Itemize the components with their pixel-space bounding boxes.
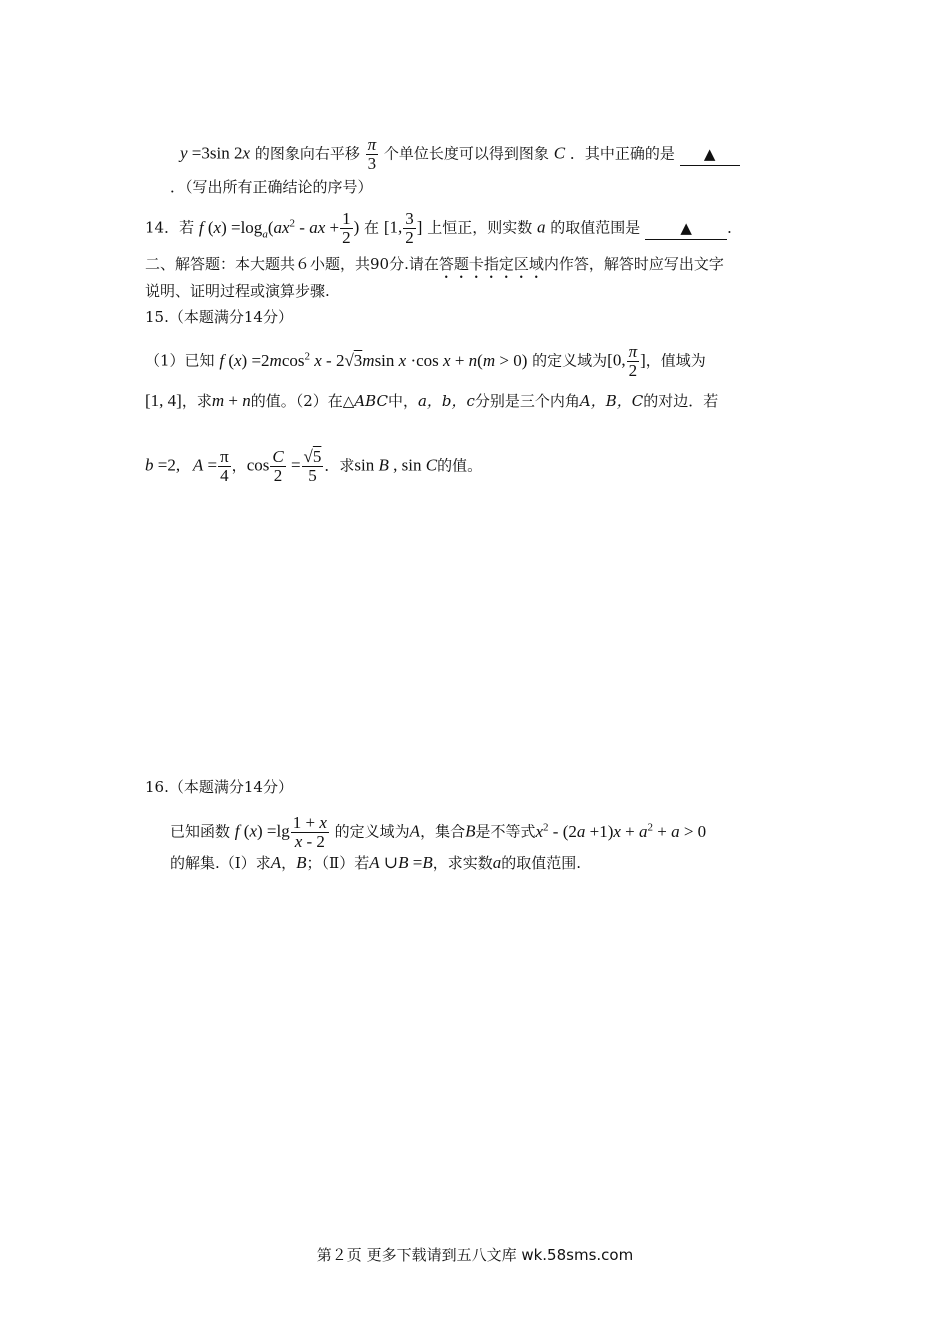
q16-text-8: 的取值范围. [501, 854, 582, 872]
q14-var-a: a [537, 217, 546, 237]
q15-formula-sinb-sinc: sin B , sin C [354, 455, 438, 475]
q16-formula-f: f (x) =lg [234, 821, 290, 841]
q14-interval-open: [1, [383, 217, 403, 237]
q15-m-plus-n: m + n [211, 391, 251, 410]
q15-text-1: 的定义域为 [532, 351, 608, 370]
q15-domain-close: ] [640, 350, 646, 370]
q16-header-text: 16.（本题满分14分） [145, 778, 293, 796]
section2-text-before: 二、解答题：本大题共６小题，共90分.请在 [145, 255, 439, 273]
q14-line [145, 210, 742, 247]
q14-number: 14．若 [145, 218, 195, 237]
q15-fraction-c-2: $\frac{C}{2}$ [272, 447, 284, 485]
q14-interval-close: ] [416, 217, 423, 237]
q16-comma: ， [281, 854, 297, 872]
q15-fraction-pi-2: $\frac{\pi}{2}$ [628, 342, 638, 380]
q13-line1 [180, 136, 740, 173]
q15-text-3: ，求 [181, 392, 212, 410]
q15-text-6: 分别是三个内角 [474, 392, 580, 410]
section2-text-line2: 说明、证明过程或演算步骤. [145, 282, 330, 300]
q16-text-4: 是不等式 [475, 822, 536, 841]
q14-answer-blank [645, 217, 727, 240]
q14-text-1: 在 [364, 218, 380, 237]
q16-text-3: ，集合 [420, 822, 466, 841]
triangle-icon: ▲ [680, 218, 692, 237]
q15-fraction-sqrt5-5: $\frac{√5}{5}$ [303, 447, 322, 485]
q14-formula-paren: ) [353, 217, 360, 237]
q15-fraction-pi-4: $\frac{\pi}{4}$ [220, 447, 229, 485]
q16-union: A ∪B =B [369, 853, 433, 872]
section2-emphasis: 答题卡指定区域 [438, 255, 544, 273]
q15-text-5: 中， [387, 392, 418, 410]
q13-answer-blank [680, 143, 740, 166]
q14-fraction-3-2: $\frac{3}{2}$ [405, 209, 414, 247]
q15-header-text: 15.（本题满分14分） [145, 308, 293, 326]
q16-line2 [170, 852, 581, 874]
q16-set-a: A [409, 821, 421, 841]
q13-fraction-pi-3: $\frac{\pi}{3}$ [367, 135, 377, 173]
q15-equals: = [286, 455, 301, 475]
q15-sides: a，b，c [417, 392, 475, 410]
q16-header [145, 776, 293, 798]
q15-formula-cos: cos [246, 455, 270, 475]
q14-end: ． [727, 218, 743, 237]
q15-part1-label: （1）已知 [145, 351, 215, 370]
q15-domain-open: [0, [607, 350, 626, 370]
q13-text-4: ．（写出所有正确结论的序号） [170, 178, 373, 196]
q16-text-7: ，求实数 [432, 854, 493, 872]
q13-text-1: 的图象向右平移 [254, 144, 360, 163]
q15-header [145, 306, 293, 328]
q16-a: A [270, 853, 282, 872]
q16-var-a: a [492, 853, 502, 872]
q15-text-8: ．求 [324, 456, 355, 475]
q13-formula-c: C [553, 143, 566, 163]
q15-text-7: 的对边．若 [643, 392, 719, 410]
q16-text-2: 的定义域为 [334, 822, 410, 841]
section2-line1 [145, 253, 724, 282]
q15-comma: ， [231, 456, 247, 475]
q15-formula-b: b =2, A = [145, 455, 218, 475]
q16-fraction-log: $\frac{1 + x}{x - 2}$ [292, 813, 327, 851]
q15-text-4: 的值。（2）在△ [250, 392, 355, 410]
q16-line1 [170, 814, 706, 851]
q13-formula-y: y =3sin 2x [180, 143, 251, 163]
q16-inequality: $x^2 - (2a +1)x + a^2 + a > 0$ [535, 820, 707, 841]
q15-line2 [145, 390, 718, 412]
q16-text-1: 已知函数 [170, 822, 231, 841]
q15-text-9: 的值。 [437, 456, 483, 475]
section2-line2 [145, 280, 330, 302]
q13-text-2: 个单位长度可以得到图象 [383, 144, 549, 163]
triangle-icon: ▲ [703, 144, 716, 163]
q14-text-2: 上恒正，则实数 [427, 218, 533, 237]
q16-b: B [296, 853, 307, 872]
q15-text-2: ，值域为 [645, 351, 706, 370]
q16-text-6: ；（Ⅱ）若 [306, 854, 370, 872]
q15-range: [1, 4] [145, 391, 182, 410]
q15-abc: ABC [354, 392, 388, 410]
q16-text-5: 的解集.（Ⅰ）求 [170, 854, 271, 872]
q16-set-b: B [465, 821, 476, 841]
q15-line1 [145, 343, 706, 380]
section2-text-after: 内作答，解答时应写出文字 [543, 255, 724, 273]
q13-text-3: ．其中正确的是 [569, 144, 675, 163]
page-footer: 第２页 更多下载请到五八文库 wk.58sms.com [316, 1246, 634, 1264]
q14-text-3: 的取值范围是 [550, 218, 641, 237]
q14-formula-f: f $(x) =\log_a(ax^2$ - ax + [198, 216, 340, 240]
q13-line2 [170, 176, 373, 198]
q15-line3 [145, 448, 482, 485]
q15-angles: A，B，C [579, 392, 644, 410]
q14-fraction-1-2: $\frac{1}{2}$ [342, 209, 351, 247]
q15-formula-f: f (x) =2mcos$^2$ x - 2√3msin x ·cos x + n(m > 0) [219, 349, 528, 370]
